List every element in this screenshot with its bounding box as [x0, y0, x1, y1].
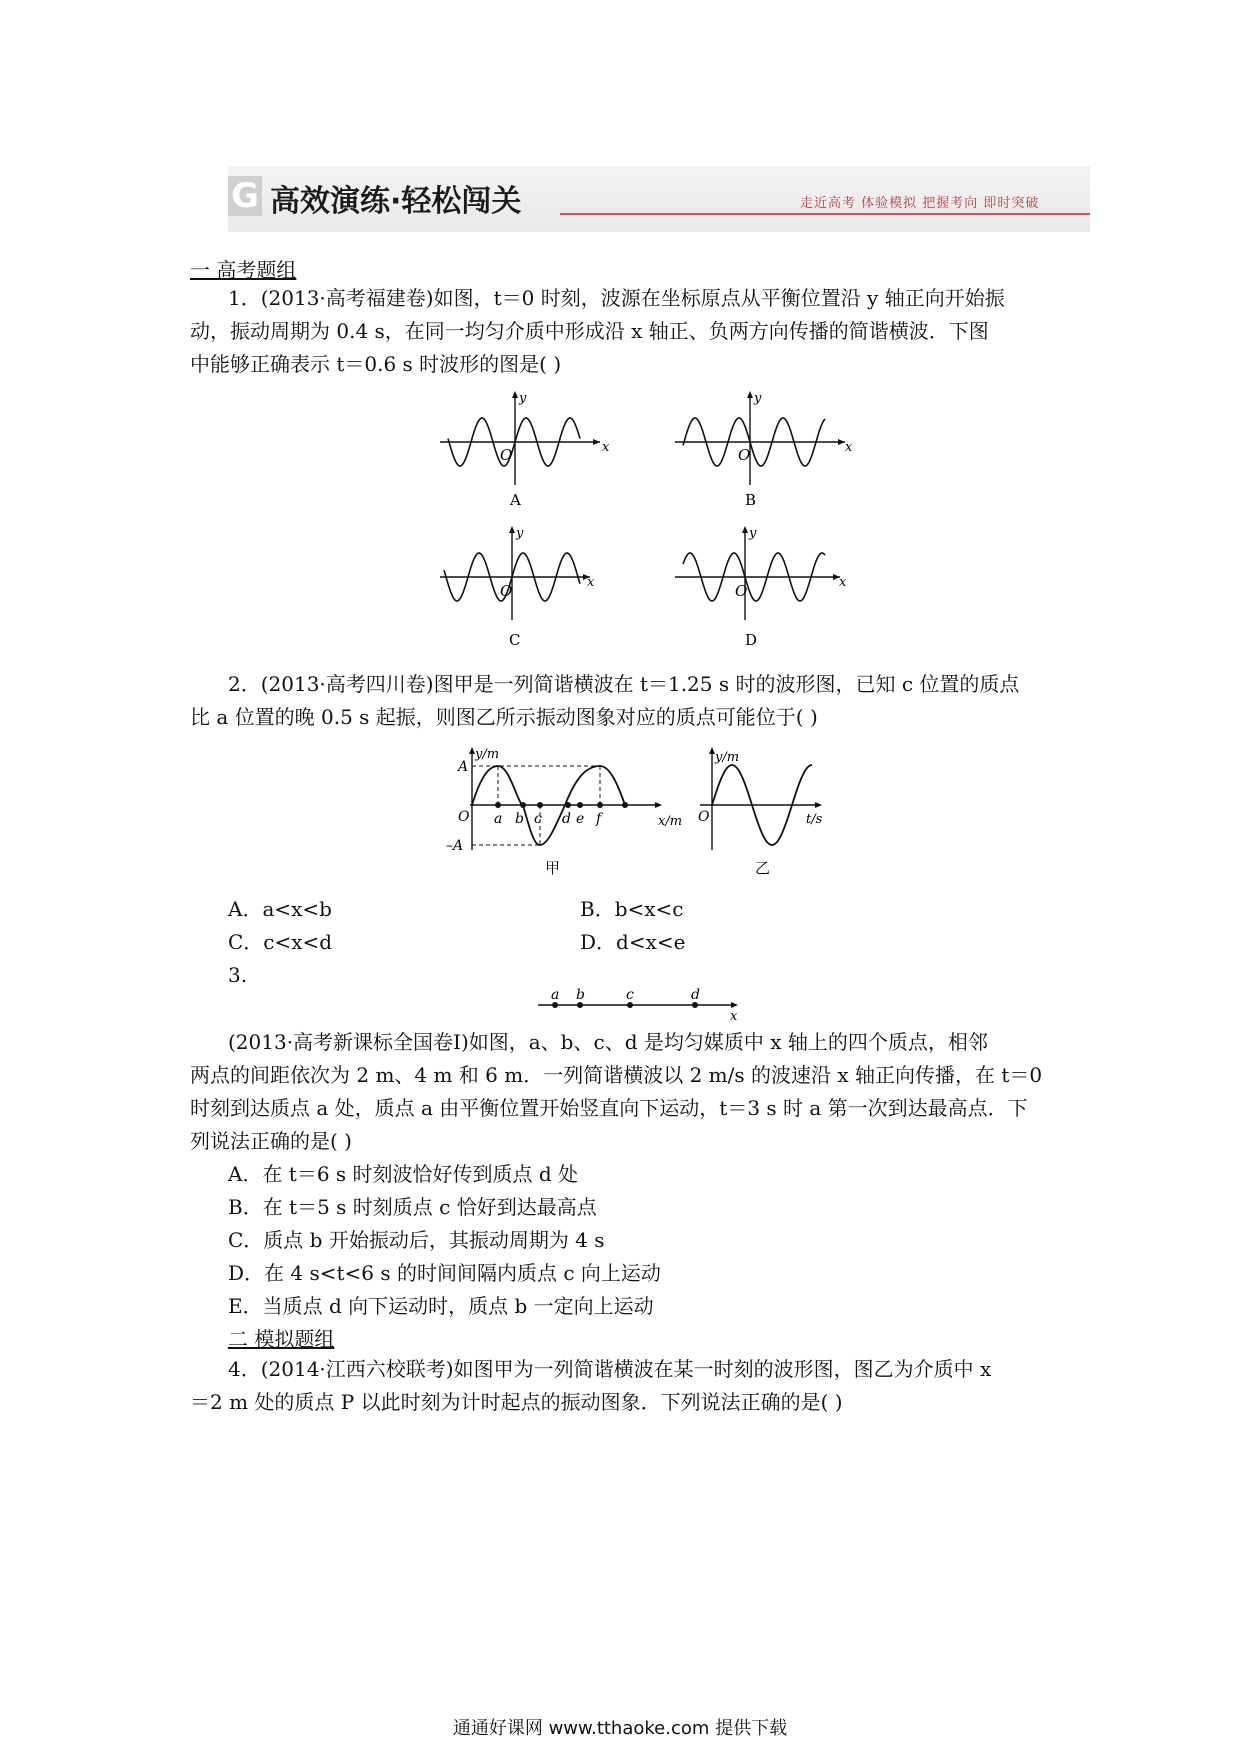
jia-amp-neg: –A — [446, 838, 464, 854]
q3-line1: (2013·高考新课标全国卷Ⅰ)如图，a、b、c、d 是均匀媒质中 x 轴上的四个质点，相邻 — [228, 1030, 988, 1054]
graph-b-ylabel: y — [754, 391, 762, 406]
q2-line2: 比 a 位置的晚 0.5 s 起振，则图乙所示振动图象对应的质点可能位于( ) — [190, 705, 818, 729]
jia-point-c: c — [534, 811, 542, 827]
q3-number: 3. — [228, 963, 248, 987]
q3-option-d: D．在 4 s<t<6 s 的时间间隔内质点 c 向上运动 — [228, 1261, 661, 1285]
q2-figures — [430, 745, 850, 885]
jia-point-d: d — [562, 811, 571, 827]
q2-option-b: B．b<x<c — [580, 897, 684, 921]
graph-d-origin: O — [735, 582, 748, 600]
graph-b-origin: O — [738, 446, 751, 464]
q2-option-a: A．a<x<b — [228, 897, 332, 921]
q3-axis — [530, 985, 750, 1025]
jia-xlabel: x/m — [658, 814, 683, 829]
graph-a — [440, 391, 610, 509]
graph-a-ylabel: y — [519, 391, 527, 406]
graph-c — [440, 526, 595, 649]
graph-c-xlabel: x — [587, 575, 595, 590]
jia-caption: 甲 — [545, 859, 561, 877]
header-slogan: 走近高考 体验模拟 把握考向 即时突破 — [800, 196, 1040, 211]
fig-jia — [446, 747, 682, 877]
q3-axis-x: x — [730, 1009, 738, 1024]
graph-a-xlabel: x — [602, 440, 610, 455]
jia-origin: O — [458, 809, 470, 825]
graph-c-origin: O — [500, 582, 513, 600]
graph-b-xlabel: x — [845, 440, 853, 455]
q3-point-a: a — [551, 987, 560, 1003]
q1-graphs — [430, 385, 860, 650]
fig-yi — [698, 747, 823, 877]
q2-option-c: C．c<x<d — [228, 930, 333, 954]
graph-c-label: C — [509, 631, 521, 649]
graph-c-ylabel: y — [516, 526, 524, 541]
q3-point-c: c — [626, 987, 634, 1003]
graph-d-label: D — [745, 631, 758, 649]
q1-line3: 中能够正确表示 t＝0.6 s 时波形的图是( ) — [190, 352, 562, 376]
jia-point-b: b — [515, 811, 524, 827]
section-title-1: 一 高考题组 — [190, 258, 297, 282]
q4-line1: 4．(2014·江西六校联考)如图甲为一列简谐横波在某一时刻的波形图，图乙为介质中 x — [228, 1357, 992, 1381]
graph-d-xlabel: x — [839, 575, 847, 590]
yi-origin: O — [698, 809, 710, 825]
graph-d — [675, 526, 847, 649]
header-badge: G — [228, 176, 262, 216]
q3-option-e: E．当质点 d 向下运动时，质点 b 一定向上运动 — [228, 1294, 654, 1318]
graph-a-label: A — [510, 491, 521, 509]
jia-point-f: f — [596, 811, 602, 827]
graph-d-ylabel: y — [749, 526, 757, 541]
jia-point-a: a — [494, 811, 503, 827]
q3-option-b: B．在 t＝5 s 时刻质点 c 恰好到达最高点 — [228, 1195, 597, 1219]
jia-ylabel: y/m — [475, 747, 500, 762]
q2-line1: 2．(2013·高考四川卷)图甲是一列简谐横波在 t＝1.25 s 时的波形图，已知 c 位置的质点 — [228, 672, 1020, 696]
q3-line2: 两点的间距依次为 2 m、4 m 和 6 m．一列简谐横波以 2 m/s 的波速沿 x 轴正向传播，在 t＝0 — [190, 1063, 1043, 1087]
q3-point-b: b — [576, 987, 585, 1003]
header-divider — [560, 213, 1090, 215]
graph-b — [675, 391, 853, 509]
yi-caption: 乙 — [755, 859, 771, 877]
q2-option-d: D．d<x<e — [580, 930, 686, 954]
q4-line2: ＝2 m 处的质点 P 以此时刻为计时起点的振动图象．下列说法正确的是( ) — [190, 1390, 843, 1414]
jia-point-e: e — [576, 811, 585, 827]
yi-xlabel: t/s — [806, 812, 823, 827]
graph-b-label: B — [745, 491, 757, 509]
q3-option-a: A．在 t＝6 s 时刻波恰好传到质点 d 处 — [228, 1162, 579, 1186]
q1-line1: 1．(2013·高考福建卷)如图，t＝0 时刻，波源在坐标原点从平衡位置沿 y 轴正向开始振 — [228, 286, 1005, 310]
header-title: 高效演练·轻松闯关 — [270, 184, 522, 219]
q1-line2: 动，振动周期为 0.4 s，在同一均匀介质中形成沿 x 轴正、负两方向传播的简谐横波．下图 — [190, 319, 989, 343]
q3-line3: 时刻到达质点 a 处，质点 a 由平衡位置开始竖直向下运动，t＝3 s 时 a 第一次到达最高点．下 — [190, 1096, 1028, 1120]
q3-line4: 列说法正确的是( ) — [190, 1129, 352, 1153]
q3-point-d: d — [691, 987, 700, 1003]
graph-a-origin: O — [500, 446, 513, 464]
section-title-2: 二 模拟题组 — [228, 1327, 335, 1351]
jia-amp-pos: A — [458, 759, 469, 775]
footer: 通通好课网 www.tthaoke.com 提供下载 — [452, 1718, 788, 1739]
yi-ylabel: y/m — [715, 750, 740, 765]
q3-option-c: C．质点 b 开始振动后，其振动周期为 4 s — [228, 1228, 605, 1252]
